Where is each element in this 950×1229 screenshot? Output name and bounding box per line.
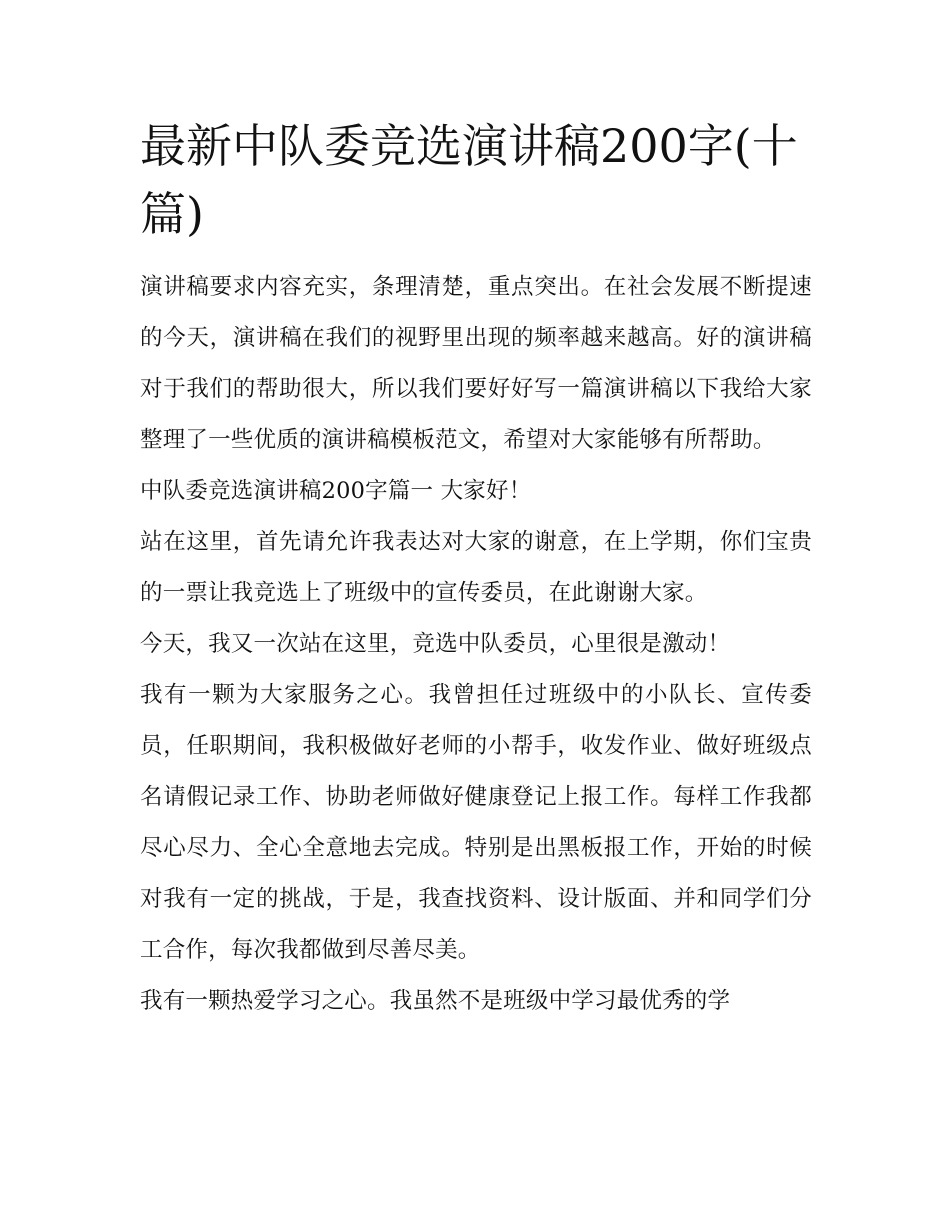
document-body: [140, 262, 812, 1027]
paragraph-intro: 演讲稿要求内容充实，条理清楚，重点突出。在社会发展不断提速的今天，演讲稿在我们的视野里出现的频率越来越高。好的演讲稿对于我们的帮助很大，所以我们要好好写一篇演讲稿以下我给大家整理了一些优质的演讲稿模板范文，希望对大家能够有所帮助。: [140, 274, 812, 453]
paragraph-service: 我有一颗为大家服务之心。我曾担任过班级中的小队长、宣传委员，任职期间，我积极做好老师的小帮手，收发作业、做好班级点名请假记录工作、协助老师做好健康登记上报工作。每样工作我都尽心尽力、全心全意地去完成。特别是出黑板报工作，开始的时候对我有一定的挑战，于是，我查找资料、设计版面、并和同学们分工合作，每次我都做到尽善尽美。: [140, 682, 812, 963]
paragraph-learning: 我有一颗热爱学习之心。我虽然不是班级中学习最优秀的学: [140, 988, 731, 1014]
paragraph-today: 今天，我又一次站在这里，竞选中队委员，心里很是激动！: [140, 631, 731, 657]
document-page: [140, 112, 812, 1027]
paragraph-thanks: 站在这里，首先请允许我表达对大家的谢意，在上学期，你们宝贵的一票让我竞选上了班级中的宣传委员，在此谢谢大家。: [140, 529, 812, 606]
paragraph-section-heading: 中队委竞选演讲稿200字篇一 大家好！: [140, 478, 532, 504]
document-title: 最新中队委竞选演讲稿200字(十篇): [140, 119, 798, 241]
